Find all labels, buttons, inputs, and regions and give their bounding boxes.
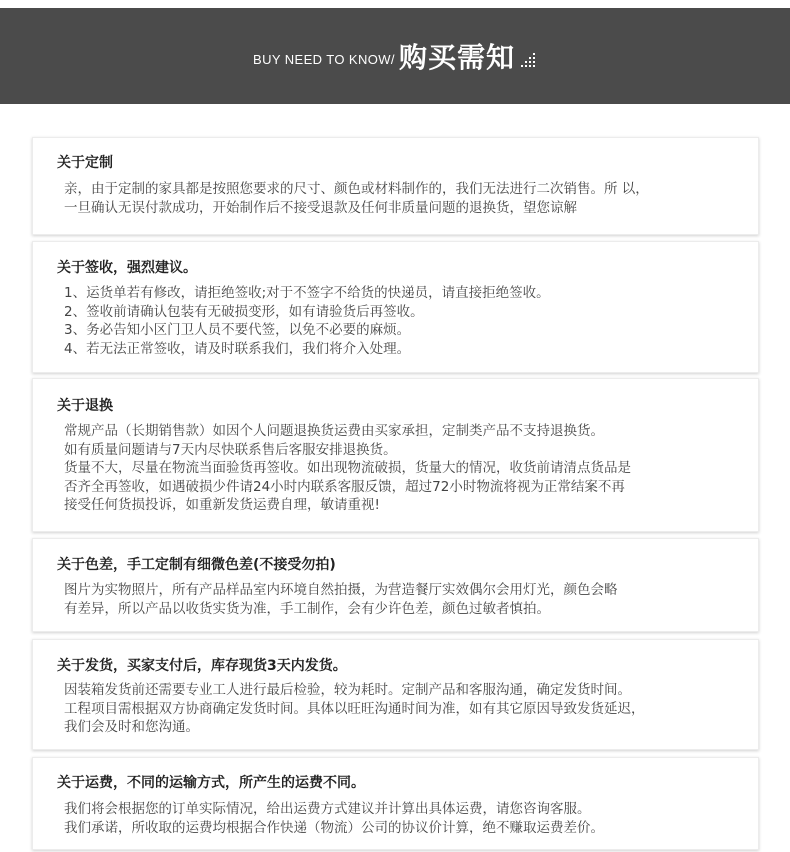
- section-line: 因装箱发货前还需要专业工人进行最后检验，较为耗时。定制产品和客服沟通，确定发货时间。: [64, 682, 631, 698]
- header-banner: [0, 8, 790, 104]
- section-line: 我们将会根据您的订单实际情况，给出运费方式建议并计算出具体运费，请您咨询客服。: [64, 801, 591, 817]
- section-line: 有差异，所以产品以收货实货为准，手工制作，会有少许色差，颜色过敏者慎拍。: [64, 600, 550, 617]
- section-title: 关于运费，不同的运输方式，所产生的运费不同。: [57, 775, 365, 791]
- section-line: 2、签收前请确认包装有无破损变形，如有请验货后再签收。: [64, 303, 424, 320]
- section-title: 关于色差，手工定制有细微色差(不接受勿拍): [57, 557, 336, 573]
- section-line: 一旦确认无误付款成功，开始制作后不接受退款及任何非质量问题的退换货，望您谅解: [64, 199, 577, 216]
- section-line: 工程项目需根据双方协商确定发货时间。具体以旺旺沟通时间为准，如有其它原因导致发货延迟，: [64, 700, 645, 717]
- section-line: 常规产品（长期销售款）如因个人问题退换货运费由买家承担，定制类产品不支持退换货。: [64, 423, 604, 439]
- header-english-title: BUY NEED TO KNOW/: [253, 51, 395, 67]
- section-line: 我们承诺，所收取的运费均根据合作快递（物流）公司的协议价计算，绝不赚取运费差价。: [64, 819, 604, 836]
- section-custom: [32, 137, 759, 235]
- section-title: 关于退换: [57, 398, 113, 414]
- section-body: [64, 180, 744, 217]
- section-line: 如有质量问题请与7天内尽快联系售后客服安排退换货。: [64, 441, 397, 458]
- section-body: [64, 284, 744, 358]
- section-line: 3、务必告知小区门卫人员不要代签，以免不必要的麻烦。: [64, 322, 411, 338]
- section-line: 图片为实物照片，所有产品样品室内环境自然拍摄，为营造餐厅实效偶尔会用灯光，颜色会略: [64, 582, 618, 598]
- section-signing: [32, 241, 759, 373]
- section-title: 关于签收，强烈建议。: [57, 260, 197, 276]
- section-line: 4、若无法正常签收，请及时联系我们，我们将介入处理。: [64, 340, 411, 357]
- section-color-difference: [32, 538, 759, 632]
- section-title: 关于定制: [57, 155, 113, 171]
- section-shipping: [32, 639, 759, 750]
- dots-decoration-icon: [519, 53, 537, 69]
- header-title: [0, 8, 790, 104]
- section-line: 1、运货单若有修改，请拒绝签收;对于不签字不给货的快递员，请直接拒绝签收。: [64, 285, 550, 301]
- section-line: 货量不大，尽量在物流当面验货再签收。如出现物流破损，货量大的情况，收货前请清点货品是: [64, 460, 631, 476]
- section-line: 接受任何货损投诉，如重新发货运费自理，敏请重视!: [64, 497, 380, 513]
- section-line: 我们会及时和您沟通。: [64, 719, 199, 735]
- section-body: [64, 800, 744, 837]
- section-title: 关于发货，买家支付后，库存现货3天内发货。: [57, 658, 347, 674]
- header-chinese-title: 购买需知: [398, 41, 515, 74]
- section-returns: [32, 378, 759, 532]
- section-body: [64, 422, 744, 515]
- section-body: [64, 681, 744, 737]
- section-freight: [32, 757, 759, 850]
- section-line: 亲，由于定制的家具都是按照您要求的尺寸、颜色或材料制作的，我们无法进行二次销售。所 以，: [64, 181, 649, 197]
- section-line: 否齐全再签收，如遇破损少件请24小时内联系客服反馈，超过72小时物流将视为正常结案不再: [64, 478, 625, 495]
- section-body: [64, 581, 744, 618]
